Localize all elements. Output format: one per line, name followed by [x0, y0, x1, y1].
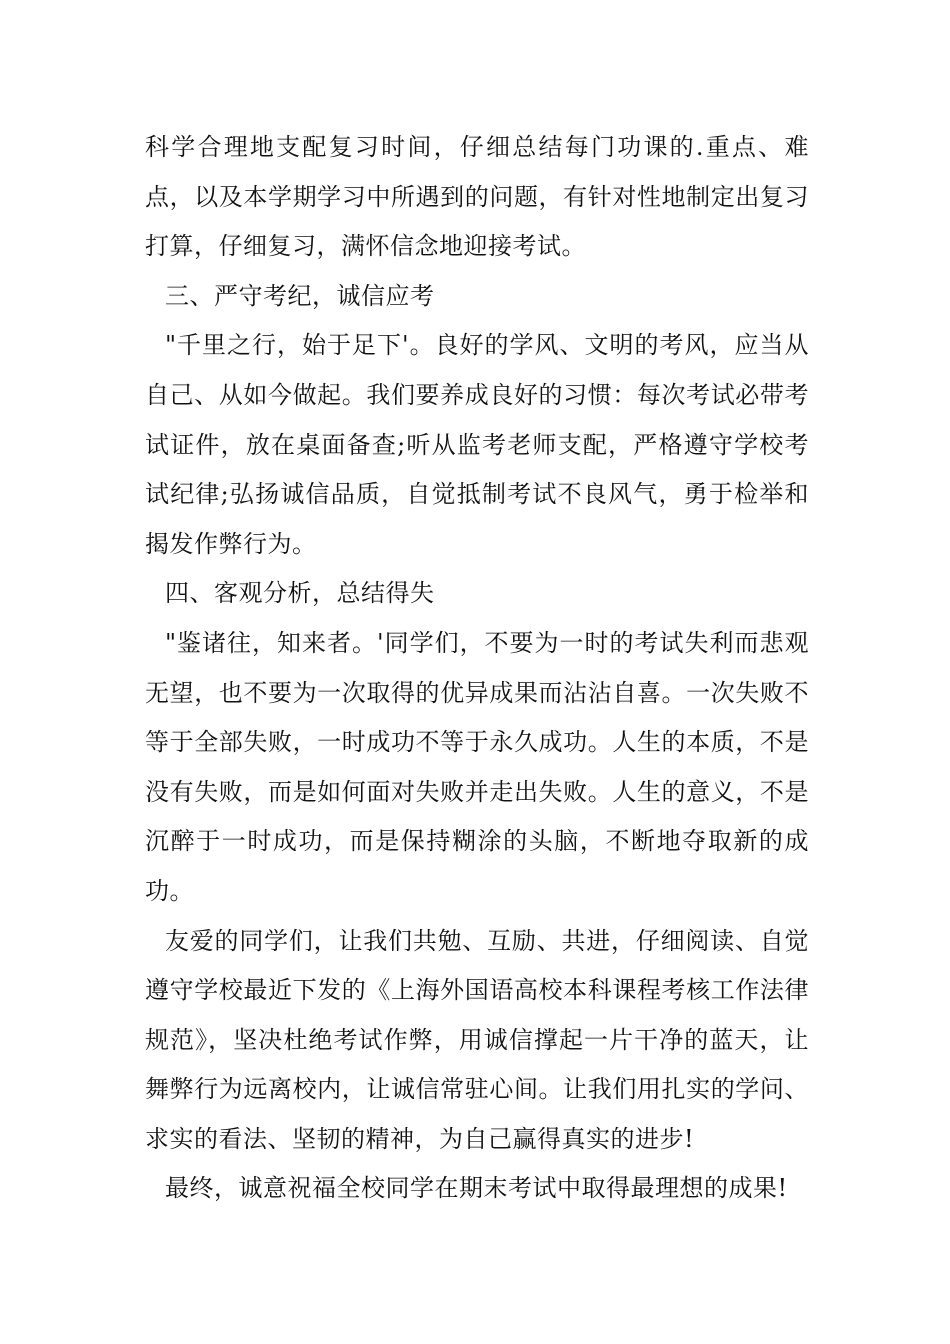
paragraph-review-plan: 科学合理地支配复习时间，仔细总结每门功课的.重点、难点，以及本学期学习中所遇到的问题，有针对性地制定出复习打算，仔细复习，满怀信念地迎接考试。 [145, 133, 809, 261]
section-heading-exam-discipline: 三、严守考纪，诚信应考 [165, 281, 435, 310]
paragraph-analysis: "鉴诸往，知来者。'同学们，不要为一时的考试失利而悲观无望，也不要为一次取得的优异成果而沾沾自喜。一次失败不等于全部失败，一时成功不等于永久成功。人生的本质，不是没有失败，而是如何面对失败并走出失败。人生的意义，不是沉醉于一时成功，而是保持糊涂的头脑，不断地夺取新的成功。 [145, 628, 809, 905]
document-body [145, 123, 809, 1214]
section-heading-analysis: 四、客观分析，总结得失 [165, 579, 435, 608]
paragraph-closing-wishes: 最终，诚意祝福全校同学在期末考试中取得最理想的成果! [165, 1174, 788, 1203]
paragraph-exam-discipline: "千里之行，始于足下'。良好的学风、文明的考风，应当从自己、从如今做起。我们要养成良好的习惯：每次考试必带考试证件，放在桌面备查;听从监考老师支配，严格遵守学校考试纪律;弘扬诚信品质，自觉抵制考试不良风气，勇于检举和揭发作弊行为。 [145, 331, 809, 558]
paragraph-encouragement: 友爱的同学们，让我们共勉、互励、共进，仔细阅读、自觉遵守学校最近下发的《上海外国语高校本科课程考核工作法律规范》，坚决杜绝考试作弊，用诚信撑起一片干净的蓝天，让舞弊行为远离校内，让诚信常驻心间。让我们用扎实的学问、求实的看法、坚韧的精神，为自己赢得真实的进步! [145, 926, 809, 1153]
